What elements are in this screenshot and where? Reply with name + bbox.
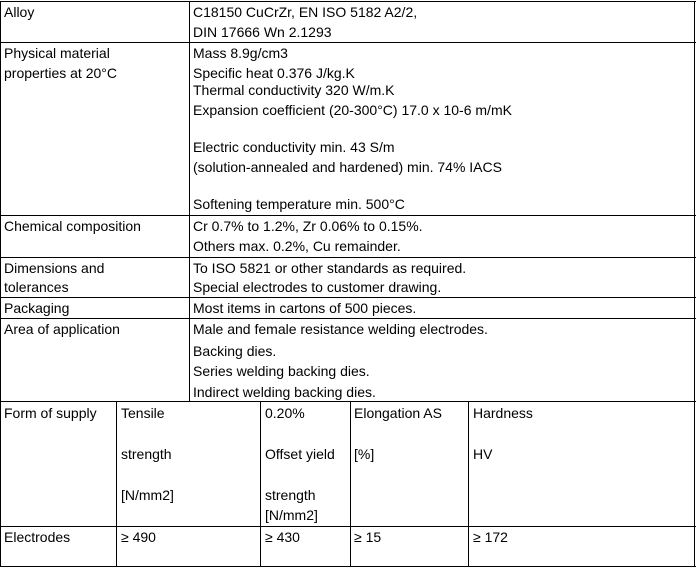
chemical-value: Cr 0.7% to 1.2%, Zr 0.06% to 0.15%. xyxy=(193,218,423,234)
electrodes-label: Electrodes xyxy=(4,529,71,545)
tensile-header: Tensile xyxy=(121,405,165,421)
rule xyxy=(0,257,696,258)
rule xyxy=(0,297,696,298)
alloy-label: Alloy xyxy=(4,4,35,20)
physical-label: Physical material xyxy=(4,45,110,61)
rule xyxy=(694,1,695,567)
dimensions-label: Dimensions and xyxy=(4,260,105,276)
packaging-value: Most items in cartons of 500 pieces. xyxy=(193,300,417,316)
physical-value: Softening temperature min. 500°C xyxy=(193,196,405,212)
alloy-value: C18150 CuCrZr, EN ISO 5182 A2/2, xyxy=(193,4,418,20)
rule xyxy=(0,42,696,43)
application-value: Series welding backing dies. xyxy=(193,363,370,379)
yield-value: ≥ 430 xyxy=(265,529,300,545)
application-value: Male and female resistance welding electrodes. xyxy=(193,321,488,337)
rule xyxy=(116,401,117,567)
yield-header: 0.20% xyxy=(265,405,305,421)
rule xyxy=(350,401,351,567)
dimensions-value: To ISO 5821 or other standards as required. xyxy=(193,260,467,276)
physical-value: Mass 8.9g/cm3 xyxy=(193,45,288,61)
hardness-header: Hardness xyxy=(473,405,533,421)
rule xyxy=(0,566,696,567)
alloy-value: DIN 17666 Wn 2.1293 xyxy=(193,24,332,40)
application-value: Indirect welding backing dies. xyxy=(193,384,376,400)
rule xyxy=(260,401,261,567)
application-value: Backing dies. xyxy=(193,343,277,359)
rule xyxy=(0,526,696,527)
dimensions-label: tolerances xyxy=(4,279,69,295)
physical-value: Electric conductivity min. 43 S/m xyxy=(193,139,395,155)
physical-value: Specific heat 0.376 J/kg.K xyxy=(193,65,355,81)
rule xyxy=(0,215,696,216)
yield-header: strength xyxy=(265,487,316,503)
rule xyxy=(189,1,190,402)
physical-label: properties at 20°C xyxy=(4,65,117,81)
dimensions-value: Special electrodes to customer drawing. xyxy=(193,279,442,295)
rule xyxy=(0,318,696,319)
yield-header: [N/mm2] xyxy=(265,507,318,523)
physical-value: Expansion coefficient (20-300°C) 17.0 x 10-6 m/mK xyxy=(193,102,512,118)
packaging-label: Packaging xyxy=(4,300,70,316)
elongation-value: ≥ 15 xyxy=(354,529,382,545)
chemical-label: Chemical composition xyxy=(4,218,141,234)
hardness-value: ≥ 172 xyxy=(473,529,508,545)
rule xyxy=(0,1,1,567)
hardness-header: HV xyxy=(473,446,493,462)
supply-label: Form of supply xyxy=(4,405,97,421)
tensile-value: ≥ 490 xyxy=(121,529,156,545)
physical-value: Thermal conductivity 320 W/m.K xyxy=(193,82,395,98)
physical-value: (solution-annealed and hardened) min. 74% IACS xyxy=(193,159,502,175)
rule xyxy=(0,401,696,402)
tensile-header: [N/mm2] xyxy=(121,487,174,503)
yield-header: Offset yield xyxy=(265,446,335,462)
chemical-value: Others max. 0.2%, Cu remainder. xyxy=(193,238,401,254)
elongation-header: Elongation AS xyxy=(354,405,442,421)
rule xyxy=(0,1,696,2)
rule xyxy=(468,401,469,567)
elongation-header: [%] xyxy=(354,446,375,462)
tensile-header: strength xyxy=(121,446,172,462)
application-label: Area of application xyxy=(4,321,120,337)
